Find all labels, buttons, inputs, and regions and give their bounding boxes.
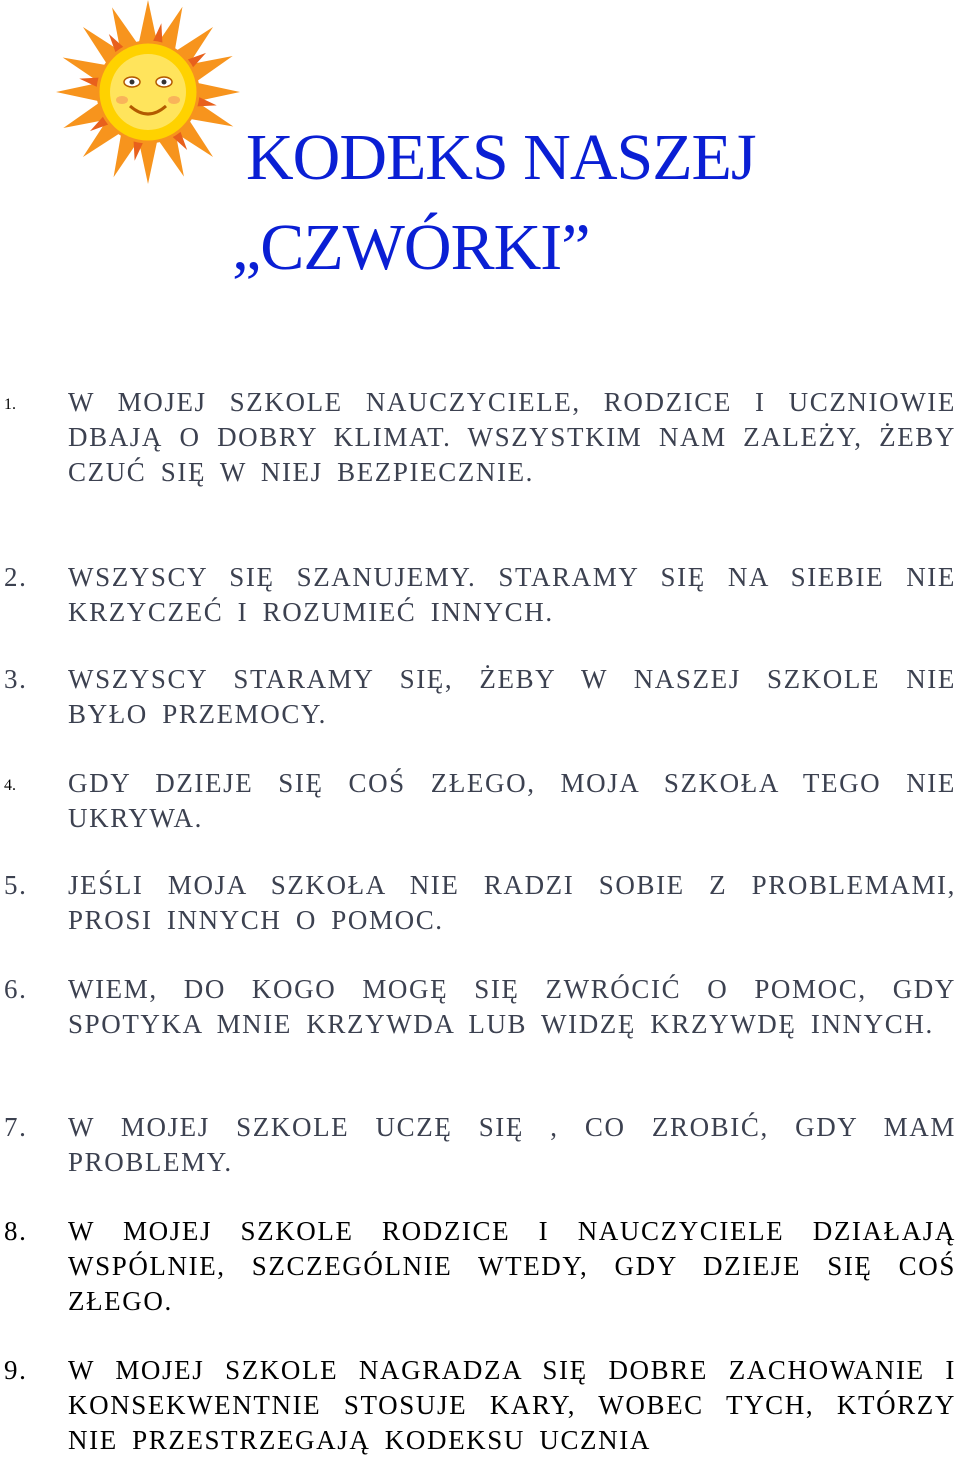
- item-text: GDY DZIEJE SIĘ COŚ ZŁEGO, MOJA SZKOŁA TEGO NIE UKRYWA.: [68, 768, 956, 833]
- page-title-line-1: KODEKS NASZEJ: [246, 121, 756, 194]
- item-number: 6.: [4, 974, 28, 1004]
- item-text: WIEM, DO KOGO MOGĘ SIĘ ZWRÓCIĆ O POMOC, GDY SPOTYKA MNIE KRZYWDA LUB WIDZĘ KRZYWDĘ INNYCH.: [68, 974, 956, 1039]
- item-text: W MOJEJ SZKOLE RODZICE I NAUCZYCIELE DZIAŁAJĄ WSPÓLNIE, SZCZEGÓLNIE WTEDY, GDY DZIEJE SIĘ COŚ ZŁEGO.: [68, 1216, 956, 1316]
- item-text: W MOJEJ SZKOLE NAGRADZA SIĘ DOBRE ZACHOWANIE I KONSEKWENTNIE STOSUJE KARY, WOBEC TYCH, KTÓRZY NIE PRZESTRZEGAJĄ KODEKSU UCZNIA: [68, 1355, 956, 1455]
- item-number: 9.: [4, 1355, 28, 1385]
- item-number: 4.: [4, 777, 16, 794]
- item-text: WSZYSCY STARAMY SIĘ, ŻEBY W NASZEJ SZKOLE NIE BYŁO PRZEMOCY.: [68, 664, 956, 729]
- item-number: 1.: [4, 396, 16, 413]
- item-text: JEŚLI MOJA SZKOŁA NIE RADZI SOBIE Z PROBLEMAMI, PROSI INNYCH O POMOC.: [68, 870, 956, 935]
- item-number: 2.: [4, 562, 28, 592]
- item-number: 7.: [4, 1112, 28, 1142]
- item-number: 3.: [4, 664, 28, 694]
- page-title-line-2: „CZWÓRKI”: [232, 211, 590, 284]
- item-number: 5.: [4, 870, 28, 900]
- item-number: 8.: [4, 1216, 28, 1246]
- item-text: W MOJEJ SZKOLE NAUCZYCIELE, RODZICE I UCZNIOWIE DBAJĄ O DOBRY KLIMAT. WSZYSTKIM NAM ZALEŻY, ŻEBY CZUĆ SIĘ W NIEJ BEZPIECZNIE.: [68, 387, 956, 487]
- item-text: WSZYSCY SIĘ SZANUJEMY. STARAMY SIĘ NA SIEBIE NIE KRZYCZEĆ I ROZUMIEĆ INNYCH.: [68, 562, 956, 627]
- item-text: W MOJEJ SZKOLE UCZĘ SIĘ , CO ZROBIĆ, GDY MAM PROBLEMY.: [68, 1112, 956, 1177]
- sun-icon: [30, 0, 245, 190]
